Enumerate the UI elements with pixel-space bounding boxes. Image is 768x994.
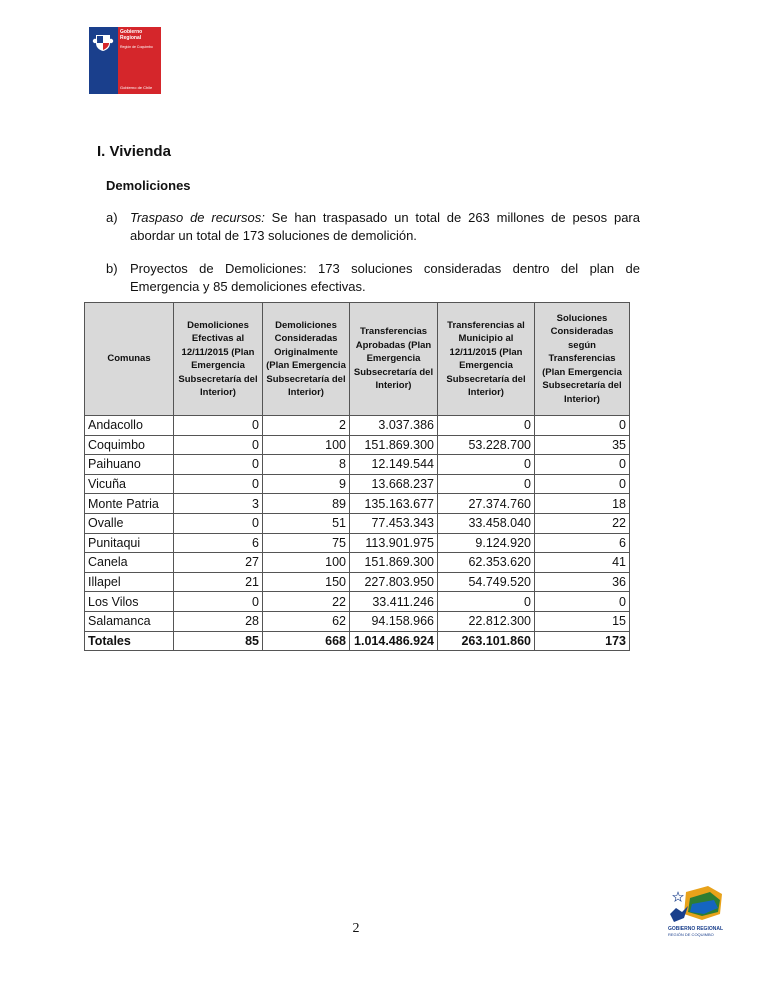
cell: 89 [263,494,350,514]
cell: 0 [174,592,263,612]
cell: 3.037.386 [350,416,438,436]
paragraph-a-label: a) [106,210,118,225]
cell: 0 [174,455,263,475]
cell: 35 [535,435,630,455]
cell: Paihuano [85,455,174,475]
cell: 62 [263,611,350,631]
cell: 62.353.620 [438,553,535,573]
table-row [85,592,630,612]
cell: Coquimbo [85,435,174,455]
cell: 9.124.920 [438,533,535,553]
cell: 263.101.860 [438,631,535,651]
cell: Illapel [85,572,174,592]
subtitle: Demoliciones [106,178,191,193]
page-number: 2 [352,921,360,936]
gobierno-regional-coquimbo-logo [668,884,724,940]
paragraph-a [106,209,640,244]
cell: 53.228.700 [438,435,535,455]
header-transferencias-municipio: Transferencias al Municipio al 12/11/2015 (Plan Emergencia Subsecretaría del Interior) [438,303,535,416]
logo-line-1: Gobierno [120,29,143,35]
cell: 0 [174,416,263,436]
table-row [85,513,630,533]
cell: 33.458.040 [438,513,535,533]
cell: 51 [263,513,350,533]
paragraph-b-label: b) [106,261,118,276]
cell: Punitaqui [85,533,174,553]
cell: 0 [438,474,535,494]
cell: 22 [535,513,630,533]
cell: Andacollo [85,416,174,436]
cell: 18 [535,494,630,514]
cell: 9 [263,474,350,494]
section-title: I. Vivienda [97,143,171,160]
paragraph-b-text: Proyectos de Demoliciones: 173 soluciones consideradas dentro del plan de Emergencia y 85 demoliciones efectivas. [130,261,640,294]
table-row [85,435,630,455]
paragraph-a-text: Se han traspasado un total de 263 millones de pesos para abordar un total de 173 soluciones de demolición. [130,210,640,243]
cell: 0 [535,474,630,494]
cell: 27.374.760 [438,494,535,514]
cell: 33.411.246 [350,592,438,612]
logo-line-3: Región de Coquimbo [120,45,153,49]
cell: 0 [174,435,263,455]
cell: 113.901.975 [350,533,438,553]
coat-of-arms-icon [92,31,114,53]
table-row [85,611,630,631]
cell: 15 [535,611,630,631]
header-comunas: Comunas [85,303,174,416]
cell: 151.869.300 [350,435,438,455]
cell: Ovalle [85,513,174,533]
cell: 227.803.950 [350,572,438,592]
cell: 0 [174,474,263,494]
cell: 13.668.237 [350,474,438,494]
cell: 0 [438,455,535,475]
cell: 6 [535,533,630,553]
cell: 3 [174,494,263,514]
logo-bottom-line-1: GOBIERNO REGIONAL [668,926,724,932]
cell: 0 [438,416,535,436]
logo-footer: Gobierno de Chile [120,85,153,90]
cell: 0 [535,416,630,436]
region-emblem-icon [668,884,724,926]
cell: 151.869.300 [350,553,438,573]
cell: Salamanca [85,611,174,631]
cell: 0 [174,513,263,533]
cell: 173 [535,631,630,651]
gobierno-regional-logo [89,27,161,94]
cell: 6 [174,533,263,553]
totals-row [85,631,630,651]
demolitions-table [84,302,630,651]
cell: 54.749.520 [438,572,535,592]
paragraph-a-lead: Traspaso de recursos: [130,210,265,225]
cell: Canela [85,553,174,573]
cell: 135.163.677 [350,494,438,514]
table-row [85,474,630,494]
logo-line-2: Regional [120,34,142,41]
table-row [85,572,630,592]
cell: 100 [263,553,350,573]
cell: Vicuña [85,474,174,494]
cell: 2 [263,416,350,436]
cell: 85 [174,631,263,651]
header-transferencias-aprobadas: Transferencias Aprobadas (Plan Emergencia Subsecretaría del Interior) [350,303,438,416]
header-soluciones-consideradas: Soluciones Consideradas según Transferencias (Plan Emergencia Subsecretaría del Interior) [535,303,630,416]
cell: 21 [174,572,263,592]
cell: 0 [438,592,535,612]
paragraph-b [106,260,640,295]
cell: 94.158.966 [350,611,438,631]
cell: 0 [535,455,630,475]
cell: 22.812.300 [438,611,535,631]
cell: 150 [263,572,350,592]
table-row [85,533,630,553]
cell: Totales [85,631,174,651]
cell: 0 [535,592,630,612]
cell: 1.014.486.924 [350,631,438,651]
cell: 12.149.544 [350,455,438,475]
table-row [85,553,630,573]
cell: Monte Patria [85,494,174,514]
table-row [85,455,630,475]
table-row [85,494,630,514]
cell: 22 [263,592,350,612]
header-demoliciones-consideradas: Demoliciones Consideradas Originalmente (Plan Emergencia Subsecretaría del Interior) [263,303,350,416]
cell: 36 [535,572,630,592]
cell: Los Vilos [85,592,174,612]
logo-bottom-line-2: REGIÓN DE COQUIMBO [668,932,714,937]
table-header-row [85,303,630,416]
cell: 77.453.343 [350,513,438,533]
cell: 41 [535,553,630,573]
header-demoliciones-efectivas: Demoliciones Efectivas al 12/11/2015 (Plan Emergencia Subsecretaría del Interior) [174,303,263,416]
cell: 27 [174,553,263,573]
cell: 100 [263,435,350,455]
cell: 668 [263,631,350,651]
table-row [85,416,630,436]
cell: 28 [174,611,263,631]
cell: 8 [263,455,350,475]
cell: 75 [263,533,350,553]
